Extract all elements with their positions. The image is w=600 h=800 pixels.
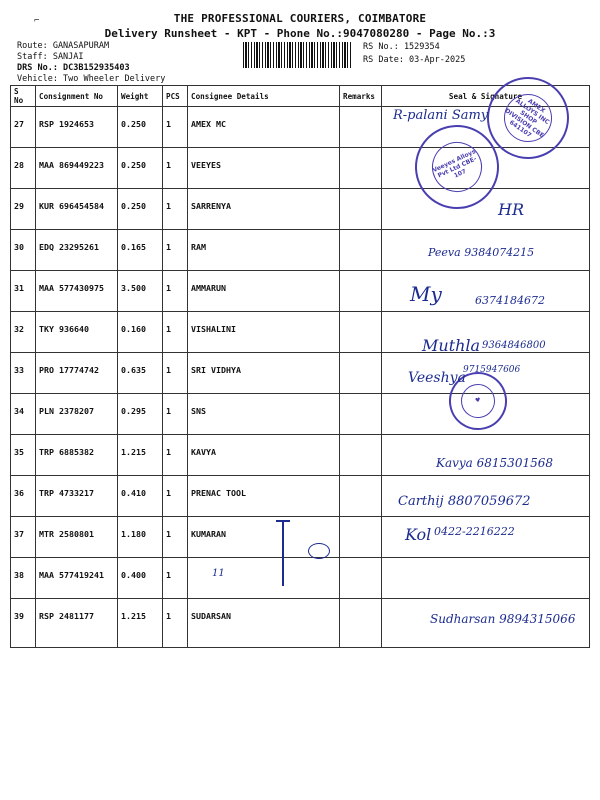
row-consignee: AMEX MC — [191, 119, 226, 129]
route-label: Route: GANASAPURAM — [17, 41, 110, 51]
row-remarks — [340, 148, 382, 189]
pen-mark-38: 11 — [212, 568, 225, 579]
staff-label: Staff: SANJAI — [17, 52, 84, 62]
row-weight: 0.250 — [121, 201, 146, 211]
row-weight: 0.400 — [121, 570, 146, 580]
signature-row-33: 9364846800 — [482, 340, 546, 351]
row-weight: 0.250 — [121, 160, 146, 170]
row-consignee: PRENAC TOOL — [191, 488, 246, 498]
vehicle-label: Vehicle: Two Wheeler Delivery — [17, 74, 166, 84]
row-sno: 37 — [14, 529, 24, 539]
runsheet-subtitle: Delivery Runsheet - KPT - Phone No.:9047080280 - Page No.:3 — [104, 27, 496, 40]
rs-date: RS Date: 03-Apr-2025 — [363, 55, 466, 65]
row-weight: 0.410 — [121, 488, 146, 498]
row-consignment: MAA 869449223 — [39, 160, 104, 170]
row-consignment: KUR 696454584 — [39, 201, 104, 211]
signature-row-27: R-palani Samy — [393, 108, 489, 123]
signature-row-35: Kavya 6815301568 — [436, 456, 553, 470]
row-pcs: 1 — [166, 119, 171, 129]
row-consignment: PLN 2378207 — [39, 406, 94, 416]
col-sno: S No — [11, 86, 36, 107]
corner-mark: ⌐ — [34, 16, 40, 26]
row-consignee: AMMARUN — [191, 283, 226, 293]
signature-row-39: Sudharsan 9894315066 — [430, 612, 576, 626]
row-sno: 31 — [14, 283, 24, 293]
signature-row-33b: 9715947606 — [463, 365, 521, 375]
row-consignment: MAA 577430975 — [39, 283, 104, 293]
seal-heart-icon: ♥ — [458, 381, 498, 421]
row-consignee: KAVYA — [191, 447, 216, 457]
row-remarks — [340, 558, 382, 599]
row-remarks — [340, 599, 382, 648]
row-sno: 29 — [14, 201, 24, 211]
row-signature — [382, 558, 590, 599]
row-weight: 0.250 — [121, 119, 146, 129]
row-remarks — [340, 312, 382, 353]
row-pcs: 1 — [166, 406, 171, 416]
row-remarks — [340, 353, 382, 394]
row-consignee: VISHALINI — [191, 324, 236, 334]
row-consignee: KUMARAN — [191, 529, 226, 539]
table-row — [11, 558, 590, 599]
row-remarks — [340, 435, 382, 476]
row-sno: 28 — [14, 160, 24, 170]
row-pcs: 1 — [166, 242, 171, 252]
row-sno: 34 — [14, 406, 24, 416]
signature-row-31: 6374184672 — [475, 294, 545, 307]
pen-stroke — [276, 520, 290, 522]
col-consignee: Consignee Details — [188, 86, 340, 107]
row-weight: 1.215 — [121, 611, 146, 621]
row-remarks — [340, 189, 382, 230]
row-sno: 32 — [14, 324, 24, 334]
row-consignment: EDQ 23295261 — [39, 242, 99, 252]
row-consignee: SNS — [191, 406, 206, 416]
signature-scrawl-31: My — [410, 282, 442, 306]
row-consignee: SARRENYA — [191, 201, 231, 211]
row-pcs: 1 — [166, 488, 171, 498]
signature-scrawl-37: Kol — [405, 525, 432, 544]
signature-scrawl-34: Veeshya — [408, 370, 466, 386]
row-remarks — [340, 517, 382, 558]
signature-row-37: 0422-2216222 — [434, 525, 515, 538]
row-consignment: TRP 4733217 — [39, 488, 94, 498]
row-weight: 0.295 — [121, 406, 146, 416]
row-sno: 36 — [14, 488, 24, 498]
row-consignment: RSP 1924653 — [39, 119, 94, 129]
company-title: THE PROFESSIONAL COURIERS, COIMBATORE — [173, 12, 427, 25]
row-pcs: 1 — [166, 201, 171, 211]
col-consignment: Consignment No — [36, 86, 118, 107]
row-remarks — [340, 107, 382, 148]
col-pcs: PCS — [163, 86, 188, 107]
row-remarks — [340, 230, 382, 271]
signature-row-29: HR — [498, 200, 524, 219]
col-remarks: Remarks — [340, 86, 382, 107]
col-seal-signature: Seal & Signature — [382, 86, 590, 107]
signature-row-36: Carthij 8807059672 — [398, 494, 531, 509]
row-pcs: 1 — [166, 529, 171, 539]
barcode-icon — [243, 42, 353, 68]
row-weight: 0.635 — [121, 365, 146, 375]
row-consignment: MAA 577419241 — [39, 570, 104, 580]
col-weight: Weight — [118, 86, 163, 107]
row-consignment: MTR 2580801 — [39, 529, 94, 539]
row-remarks — [340, 394, 382, 435]
row-consignee: RAM — [191, 242, 206, 252]
row-sno: 39 — [14, 611, 24, 621]
pen-circle — [308, 543, 330, 559]
stamp-text: AMEX ALLOYS INC SHOP DIVISION CBE 641107 — [494, 84, 562, 152]
rs-number: RS No.: 1529354 — [363, 42, 440, 52]
row-pcs: 1 — [166, 283, 171, 293]
row-sno: 38 — [14, 570, 24, 580]
drs-number: DRS No.: DC3B152935403 — [17, 63, 130, 73]
row-pcs: 1 — [166, 570, 171, 580]
row-pcs: 1 — [166, 160, 171, 170]
row-remarks — [340, 271, 382, 312]
row-weight: 0.160 — [121, 324, 146, 334]
stamp-text: Veeyes Alloys Pvt Ltd CBE-107 — [424, 134, 490, 200]
row-sno: 27 — [14, 119, 24, 129]
row-weight: 1.215 — [121, 447, 146, 457]
row-pcs: 1 — [166, 365, 171, 375]
row-pcs: 1 — [166, 324, 171, 334]
row-pcs: 1 — [166, 611, 171, 621]
row-consignment: TKY 936640 — [39, 324, 89, 334]
row-sno: 30 — [14, 242, 24, 252]
signature-row-30: Peeva 9384074215 — [428, 246, 535, 259]
row-weight: 0.165 — [121, 242, 146, 252]
row-remarks — [340, 476, 382, 517]
row-weight: 3.500 — [121, 283, 146, 293]
row-sno: 33 — [14, 365, 24, 375]
row-consignee: SRI VIDHYA — [191, 365, 241, 375]
row-consignee: SUDARSAN — [191, 611, 231, 621]
row-consignment: TRP 6885382 — [39, 447, 94, 457]
table-row — [11, 148, 590, 189]
pen-stroke — [282, 520, 284, 586]
row-consignment: PRO 17774742 — [39, 365, 99, 375]
row-sno: 35 — [14, 447, 24, 457]
row-consignee: VEEYES — [191, 160, 221, 170]
row-consignment: RSP 2481177 — [39, 611, 94, 621]
row-pcs: 1 — [166, 447, 171, 457]
row-weight: 1.180 — [121, 529, 146, 539]
signature-scrawl-33: Muthla — [422, 336, 481, 355]
